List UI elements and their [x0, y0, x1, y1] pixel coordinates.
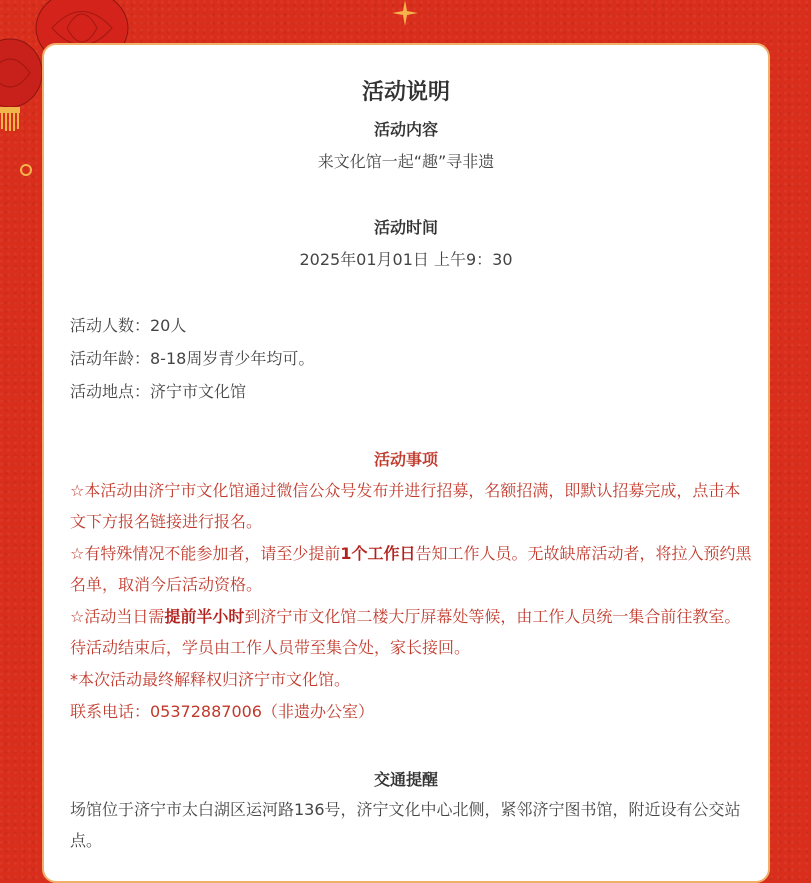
- sparkle-icon: [392, 0, 418, 26]
- notice-p3-highlight: 提前半小时: [164, 607, 245, 626]
- content-card: [42, 43, 770, 883]
- ring-decoration: [19, 163, 33, 177]
- contact-phone: 联系电话：05372887006（非遗办公室）: [70, 702, 374, 721]
- info-location: 活动地点：济宁市文化馆: [70, 382, 247, 401]
- notice-p2-after: 告知工作人员。无故缺席活动者，将拉入预约黑名单，取消今后活动资格。: [70, 544, 752, 594]
- info-age: 活动年龄：8-18周岁青少年均可。: [70, 349, 315, 368]
- time-text: 2025年01月01日 上午9：30: [299, 250, 513, 269]
- notice-p2-highlight: 1个工作日: [340, 544, 416, 563]
- info-people: 活动人数：20人: [70, 316, 187, 335]
- notice-p3-after: 到济宁市文化馆二楼大厅屏幕处等候，由工作人员统一集合前往教室。待活动结束后，学员由工作人员带至集合处，家长接回。: [70, 607, 741, 657]
- notice-disclaimer: *本次活动最终解释权归济宁市文化馆。: [70, 670, 351, 689]
- notice-paragraph-2: [70, 538, 752, 600]
- time-heading: 活动时间: [373, 218, 438, 237]
- notice-heading: 活动事项: [373, 450, 438, 469]
- notice-paragraph-1: ☆本活动由济宁市文化馆通过微信公众号发布并进行招募，名额招满，即默认招募完成，点击本文下方报名链接进行报名。: [70, 481, 741, 531]
- traffic-text: 场馆位于济宁市太白湖区运河路136号，济宁文化中心北侧，紧邻济宁图书馆，附近设有公交站点。: [70, 800, 741, 850]
- traffic-heading: 交通提醒: [373, 770, 438, 789]
- content-text: 来文化馆一起“趣”寻非遗: [317, 152, 495, 171]
- notice-p2-before: ☆有特殊情况不能参加者，请至少提前: [70, 544, 341, 563]
- notice-p3-before: ☆活动当日需: [70, 607, 165, 626]
- page-title: 活动说明: [361, 80, 450, 105]
- notice-paragraph-3: [70, 601, 752, 663]
- content-heading: 活动内容: [373, 120, 438, 139]
